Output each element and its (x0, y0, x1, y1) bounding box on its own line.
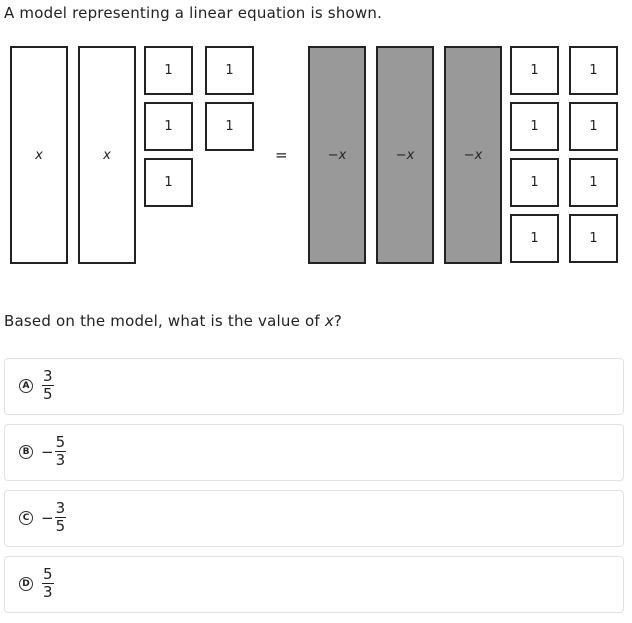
question-text: Based on the model, what is the value of x? (4, 312, 343, 330)
prompt-text: A model representing a linear equation is shown. (4, 4, 383, 22)
unit-tile: 1 (205, 102, 254, 151)
choice-fraction: $\frac{5}{3}$ (43, 565, 53, 601)
negative-x-tile: −x (444, 46, 502, 264)
unit-tile: 1 (569, 46, 618, 95)
unit-tile: 1 (510, 102, 559, 151)
choice-letter-icon: A (19, 379, 33, 393)
unit-tile: 1 (569, 214, 618, 263)
answer-choice-b[interactable] (4, 424, 624, 481)
choice-letter-icon: B (19, 445, 33, 459)
negative-x-tile: −x (308, 46, 366, 264)
unit-tile: 1 (144, 46, 193, 95)
answer-choice-d[interactable] (4, 556, 624, 613)
choice-fraction: $\frac{3}{5}$ (43, 367, 53, 403)
unit-tile: 1 (205, 46, 254, 95)
choice-letter-icon: D (19, 577, 33, 591)
unit-tile: 1 (569, 102, 618, 151)
unit-tile: 1 (569, 158, 618, 207)
answer-choice-a[interactable] (4, 358, 624, 415)
unit-tile: 1 (144, 158, 193, 207)
unit-tile: 1 (510, 214, 559, 263)
answer-choice-c[interactable] (4, 490, 624, 547)
choice-letter-icon: C (19, 511, 33, 525)
x-tile: x (78, 46, 136, 264)
x-tile: x (10, 46, 68, 264)
unit-tile: 1 (510, 46, 559, 95)
algebra-tile-model (0, 0, 632, 280)
unit-tile: 1 (510, 158, 559, 207)
choice-fraction: − $\frac{5}{3}$ (41, 433, 66, 469)
equals-sign: = (275, 146, 288, 164)
negative-x-tile: −x (376, 46, 434, 264)
unit-tile: 1 (144, 102, 193, 151)
question-variable: x (324, 312, 334, 330)
choice-fraction: − $\frac{3}{5}$ (41, 499, 66, 535)
